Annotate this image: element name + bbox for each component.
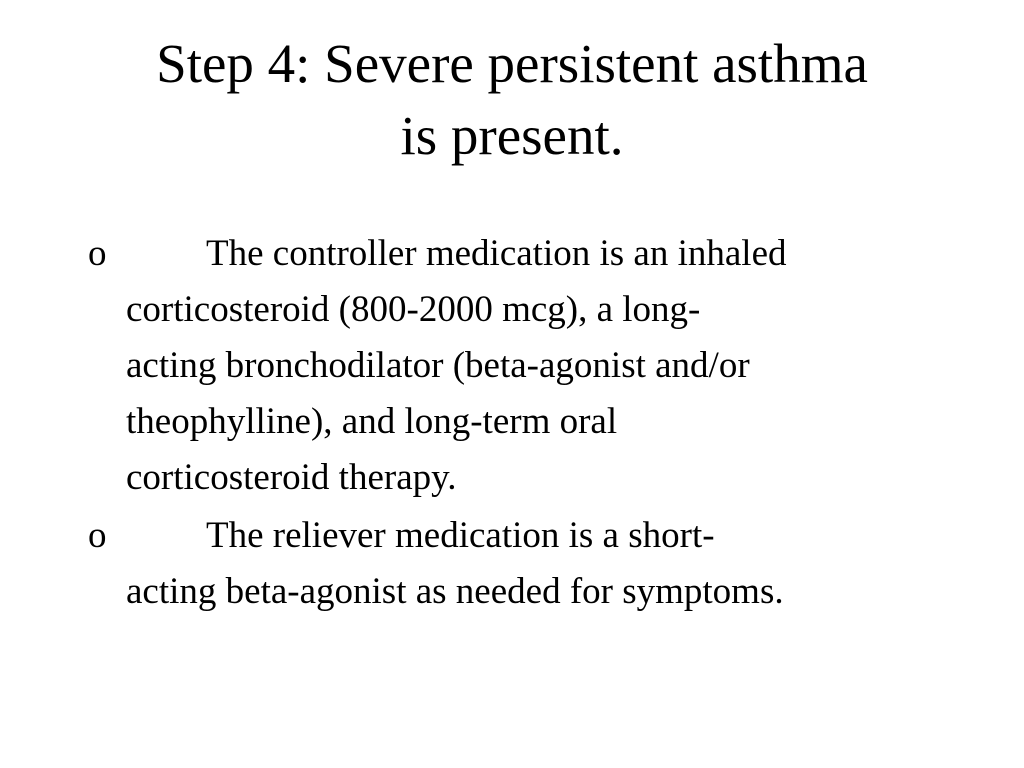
bullet-line: The reliever medication is a short- xyxy=(206,515,715,556)
bullet-marker-icon: o xyxy=(88,515,107,556)
bullet-list xyxy=(88,226,988,622)
bullet-line: theophylline), and long-term oral xyxy=(126,401,618,442)
bullet-line: acting beta-agonist as needed for symptoms. xyxy=(126,571,784,612)
bullet-line: The controller medication is an inhaled xyxy=(206,233,787,274)
bullet-item xyxy=(88,226,988,506)
bullet-marker-icon: o xyxy=(88,233,107,274)
title-line: Step 4: Severe persistent asthma xyxy=(156,33,868,94)
slide-title xyxy=(60,28,964,172)
title-line: is present. xyxy=(400,105,624,166)
bullet-line: corticosteroid therapy. xyxy=(126,457,457,498)
bullet-line: corticosteroid (800-2000 mcg), a long- xyxy=(126,289,701,330)
bullet-line: acting bronchodilator (beta-agonist and/or xyxy=(126,345,750,386)
bullet-item xyxy=(88,508,988,620)
